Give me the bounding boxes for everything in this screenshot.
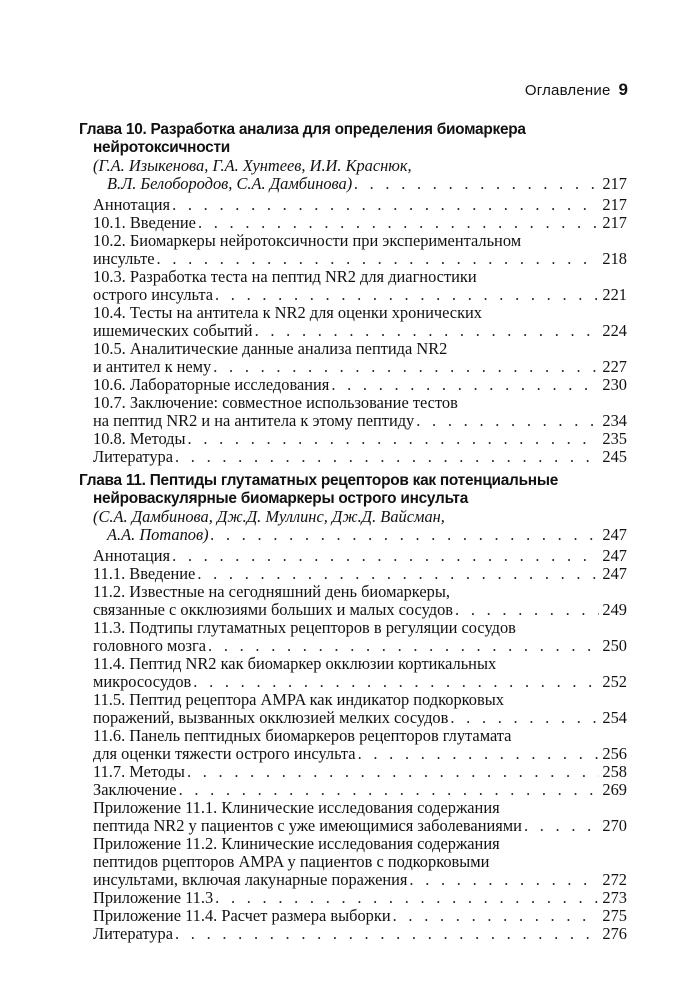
entry-line: [93, 619, 627, 637]
entry-line: [93, 907, 627, 925]
entry-text: поражений, вызванных окклюзией мелких сосудов: [93, 708, 449, 727]
dot-leader: [173, 448, 599, 466]
entry-line: [93, 853, 627, 871]
page-number: 9: [618, 80, 628, 99]
dot-leader: [185, 763, 599, 781]
dot-leader: [356, 745, 599, 763]
page-ref: 249: [602, 600, 627, 619]
entry-line: [93, 358, 627, 376]
page-ref: 245: [602, 447, 627, 466]
entry-text: 10.6. Лабораторные исследования: [93, 375, 330, 394]
toc-entry[interactable]: [93, 214, 627, 232]
entry-text: Аннотация: [93, 195, 171, 214]
page-ref: 218: [602, 249, 627, 268]
toc-entry[interactable]: [93, 691, 627, 727]
entry-text: 11.2. Известные на сегодняшний день биомаркеры,: [93, 582, 450, 601]
dot-leader: [173, 925, 599, 943]
authors-text: (Г.А. Изыкенова, Г.А. Хунтеев, И.И. Краснюк,: [93, 156, 412, 175]
toc-entry[interactable]: [93, 727, 627, 763]
chapter-10: [79, 121, 627, 466]
page-ref: 269: [602, 780, 627, 799]
entry-line: [93, 214, 627, 232]
entry-text: на пептид NR2 и на антитела к этому пептиду: [93, 411, 415, 430]
entry-line: [93, 268, 627, 286]
entry-text: Литература: [93, 924, 173, 943]
page-ref: 217: [602, 174, 627, 193]
entry-line: [93, 304, 627, 322]
dot-leader: [195, 565, 599, 583]
entry-line: [93, 655, 627, 673]
page-ref: 275: [602, 906, 627, 925]
toc-entry[interactable]: [93, 268, 627, 304]
dot-leader: [213, 889, 599, 907]
entry-line: [93, 250, 627, 268]
dot-leader: [155, 250, 599, 268]
entry-text: для оценки тяжести острого инсульта: [93, 744, 356, 763]
entry-text: 11.3. Подтипы глутаматных рецепторов в регуляции сосудов: [93, 618, 516, 637]
entry-line: [93, 727, 627, 745]
toc-entry[interactable]: [93, 448, 627, 466]
toc-entry[interactable]: [93, 925, 627, 943]
entry-line: [93, 763, 627, 781]
chapter-authors: [79, 508, 627, 544]
dot-leader: [196, 214, 599, 232]
page-ref: 247: [602, 546, 627, 565]
entry-line: [93, 565, 627, 583]
entry-line: [93, 394, 627, 412]
chapter-title-line: Глава 10. Разработка анализа для определения биомаркера нейротоксичности: [79, 121, 526, 156]
toc-entry[interactable]: [93, 781, 627, 799]
entry-text: 10.7. Заключение: совместное использование тестов: [93, 393, 458, 412]
entry-line: [93, 799, 627, 817]
toc-entry[interactable]: [93, 889, 627, 907]
entry-line: [93, 709, 627, 727]
running-head-title: Оглавление: [524, 82, 611, 99]
page-ref: 272: [602, 870, 627, 889]
authors-text: (С.А. Дамбинова, Дж.Д. Муллинс, Дж.Д. Вайсман,: [93, 507, 445, 526]
entry-text: Аннотация: [93, 546, 171, 565]
entry-text: 10.5. Аналитические данные анализа пептида NR2: [93, 339, 448, 358]
page-ref: 217: [602, 195, 627, 214]
dot-leader: [170, 547, 599, 565]
dot-leader: [414, 412, 599, 430]
entry-line: [93, 448, 627, 466]
entry-text: Приложение 11.4. Расчет размера выборки: [93, 906, 391, 925]
entry-text: 10.3. Разработка теста на пептид NR2 для диагностики: [93, 267, 477, 286]
entry-text: острого инсульта: [93, 285, 213, 304]
toc-entry[interactable]: [93, 304, 627, 340]
dot-leader: [329, 376, 599, 394]
entry-text: Литература: [93, 447, 173, 466]
dot-leader: [186, 430, 599, 448]
authors-text: А.А. Потапов): [107, 525, 209, 544]
page-ref: 247: [602, 525, 627, 544]
table-of-contents: [79, 121, 627, 943]
authors-line: [93, 526, 627, 544]
chapter-title-line: Глава 11. Пептиды глутаматных рецепторов как потенциальные: [79, 472, 559, 489]
entry-line: [93, 871, 627, 889]
chapter-entries: [79, 196, 627, 466]
entry-text: 11.7. Методы: [93, 762, 185, 781]
entry-text: Приложение 11.2. Клинические исследования содержания: [93, 834, 500, 853]
chapter-entries: [79, 547, 627, 943]
running-head: [525, 80, 628, 100]
page-ref: 230: [602, 375, 627, 394]
toc-entry[interactable]: [93, 619, 627, 655]
toc-entry[interactable]: [93, 340, 627, 376]
chapter-11: [79, 472, 627, 943]
toc-entry[interactable]: [93, 547, 627, 565]
dot-leader: [253, 322, 599, 340]
dot-leader: [448, 709, 599, 727]
entry-line: [93, 376, 627, 394]
toc-entry[interactable]: [93, 799, 627, 835]
dot-leader: [352, 175, 599, 193]
toc-entry[interactable]: [93, 196, 627, 214]
entry-text: 11.4. Пептид NR2 как биомаркер окклюзии кортикальных: [93, 654, 497, 673]
entry-text: инсультами, включая лакунарные поражения: [93, 870, 408, 889]
entry-text: пептида NR2 у пациентов с уже имеющимися заболеваниями: [93, 816, 522, 835]
authors-line: [93, 157, 627, 175]
toc-entry[interactable]: [93, 376, 627, 394]
entry-text: 10.1. Введение: [93, 213, 196, 232]
toc-entry[interactable]: [93, 763, 627, 781]
page-ref: 256: [602, 744, 627, 763]
entry-line: [93, 817, 627, 835]
toc-entry[interactable]: [93, 907, 627, 925]
page-ref: 217: [602, 213, 627, 232]
entry-line: [93, 430, 627, 448]
entry-text: 10.4. Тесты на антитела к NR2 для оценки хронических: [93, 303, 482, 322]
entry-line: [93, 673, 627, 691]
entry-line: [93, 601, 627, 619]
toc-entry[interactable]: [93, 583, 627, 619]
entry-line: [93, 196, 627, 214]
entry-text: связанные с окклюзиями больших и малых сосудов: [93, 600, 454, 619]
entry-text: пептидов рцепторов AMPA у пациентов с подкорковыми: [93, 852, 490, 871]
entry-line: [93, 637, 627, 655]
dot-leader: [407, 871, 599, 889]
entry-text: и антител к нему: [93, 357, 212, 376]
entry-text: 10.2. Биомаркеры нейротоксичности при экспериментальном: [93, 231, 522, 250]
toc-entry[interactable]: [93, 430, 627, 448]
chapter-title[interactable]: [79, 121, 627, 157]
chapter-title[interactable]: [79, 472, 627, 508]
entry-line: [93, 232, 627, 250]
entry-line: [93, 340, 627, 358]
dot-leader: [453, 601, 599, 619]
page-ref: 235: [602, 429, 627, 448]
toc-entry[interactable]: [93, 835, 627, 889]
entry-text: Приложение 11.3: [93, 888, 214, 907]
entry-line: [93, 691, 627, 709]
dot-leader: [206, 637, 599, 655]
entry-text: Приложение 11.1. Клинические исследования содержания: [93, 798, 500, 817]
entry-line: [93, 322, 627, 340]
entry-text: 11.6. Панель пептидных биомаркеров рецепторов глутамата: [93, 726, 512, 745]
entry-line: [93, 412, 627, 430]
dot-leader: [391, 907, 599, 925]
chapter-title-line: нейроваскулярные биомаркеры острого инсульта: [93, 490, 469, 507]
page-ref: 227: [602, 357, 627, 376]
dot-leader: [211, 358, 599, 376]
page-ref: 224: [602, 321, 627, 340]
page-ref: 247: [602, 564, 627, 583]
entry-line: [93, 889, 627, 907]
entry-line: [93, 547, 627, 565]
dot-leader: [170, 196, 599, 214]
entry-text: головного мозга: [93, 636, 207, 655]
entry-line: [93, 286, 627, 304]
toc-entry[interactable]: [93, 655, 627, 691]
page-ref: 221: [602, 285, 627, 304]
entry-line: [93, 835, 627, 853]
entry-text: 11.1. Введение: [93, 564, 196, 583]
toc-entry[interactable]: [93, 232, 627, 268]
entry-text: микрососудов: [93, 672, 192, 691]
page-ref: 273: [602, 888, 627, 907]
page-ref: 270: [602, 816, 627, 835]
dot-leader: [209, 526, 599, 544]
authors-line: [93, 175, 627, 193]
authors-line: [93, 508, 627, 526]
page-ref: 258: [602, 762, 627, 781]
entry-line: [93, 583, 627, 601]
page-ref: 234: [602, 411, 627, 430]
page-ref: 276: [602, 924, 627, 943]
page-ref: 254: [602, 708, 627, 727]
authors-text: В.Л. Белобородов, С.А. Дамбинова): [107, 174, 353, 193]
page-ref: 252: [602, 672, 627, 691]
dot-leader: [213, 286, 599, 304]
chapter-authors: [79, 157, 627, 193]
entry-line: [93, 925, 627, 943]
dot-leader: [177, 781, 599, 799]
entry-text: ишемических событий: [93, 321, 253, 340]
toc-entry[interactable]: [93, 565, 627, 583]
dot-leader: [191, 673, 599, 691]
entry-line: [93, 781, 627, 799]
entry-text: инсульте: [93, 249, 155, 268]
entry-line: [93, 745, 627, 763]
dot-leader: [522, 817, 599, 835]
entry-text: 11.5. Пептид рецептора AMPA как индикатор подкорковых: [93, 690, 504, 709]
page-ref: 250: [602, 636, 627, 655]
toc-entry[interactable]: [93, 394, 627, 430]
entry-text: Заключение: [93, 780, 177, 799]
entry-text: 10.8. Методы: [93, 429, 186, 448]
